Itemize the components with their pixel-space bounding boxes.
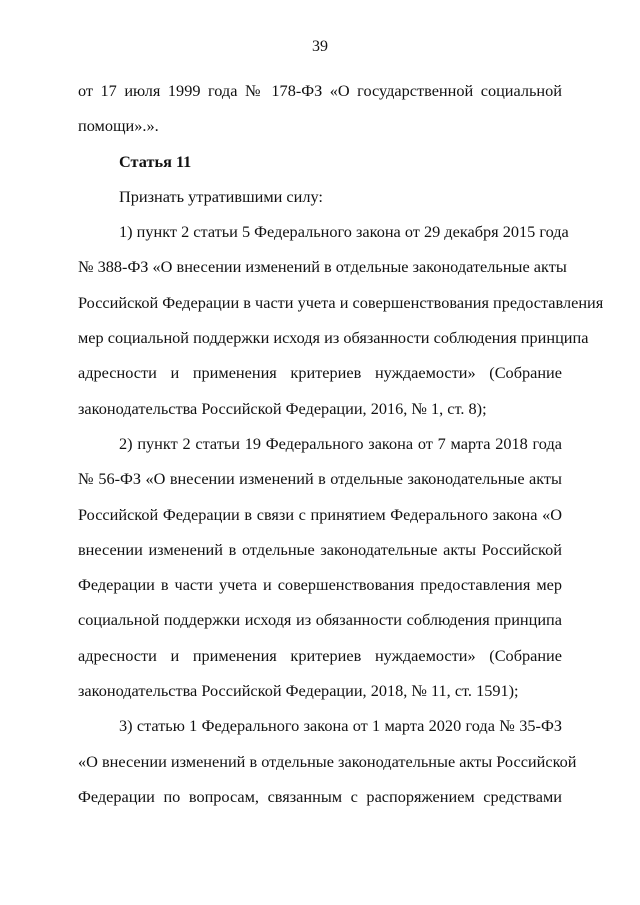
item-2-line-8: законодательства Российской Федерации, 2018, № 11, ст. 1591);	[78, 681, 519, 701]
item-1-line-5: адресности и применения критериев нуждаемости» (Собрание	[78, 363, 562, 383]
item-3-line-3: Федерации по вопросам, связанным с распоряжением средствами	[78, 786, 562, 806]
document-body	[78, 73, 604, 814]
item-3-line-2: «О внесении изменений в отдельные законодательные акты Российской	[78, 751, 577, 771]
article-heading: Статья 11	[119, 151, 192, 171]
item-2-line-5: Федерации в части учета и совершенствования предоставления мер	[78, 575, 562, 595]
item-3-line-1: 3) статью 1 Федерального закона от 1 марта 2020 года № 35-ФЗ	[119, 716, 562, 736]
item-1-line-4: мер социальной поддержки исходя из обязанности соблюдения принципа	[78, 328, 589, 348]
item-2-line-1: 2) пункт 2 статьи 19 Федерального закона от 7 марта 2018 года	[119, 433, 562, 453]
item-1-line-6: законодательства Российской Федерации, 2016, № 1, ст. 8);	[78, 398, 487, 418]
item-2-line-3: Российской Федерации в связи с принятием Федерального закона «О	[78, 504, 562, 524]
item-1-line-1: 1) пункт 2 статьи 5 Федерального закона от 29 декабря 2015 года	[119, 222, 569, 242]
item-2-line-2: № 56-ФЗ «О внесении изменений в отдельные законодательные акты	[78, 469, 562, 489]
item-2-line-4: внесении изменений в отдельные законодательные акты Российской	[78, 539, 562, 559]
page-number: 39	[312, 38, 328, 55]
item-1-line-2: № 388-ФЗ «О внесении изменений в отдельные законодательные акты	[78, 257, 567, 277]
article-intro: Признать утратившими силу:	[119, 186, 323, 206]
item-1-line-3: Российской Федерации в части учета и совершенствования предоставления	[78, 292, 604, 312]
continuation-line-2: помощи».».	[78, 116, 159, 136]
item-2-line-6: социальной поддержки исходя из обязанности соблюдения принципа	[78, 610, 562, 630]
continuation-line-1: от 17 июля 1999 года № 178-ФЗ «О государственной социальной	[78, 81, 562, 100]
item-2-line-7: адресности и применения критериев нуждаемости» (Собрание	[78, 645, 562, 665]
